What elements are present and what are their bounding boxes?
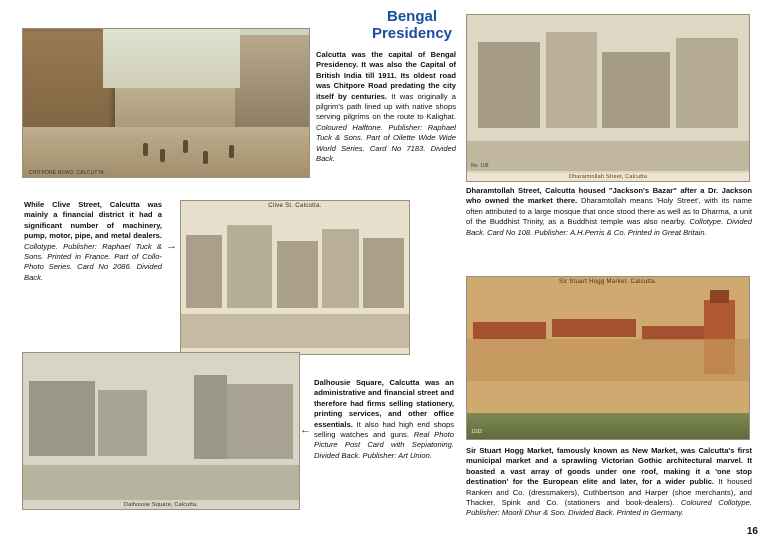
postcard-caption: Sir Stuart Hogg Market. Calcutta. <box>559 279 657 285</box>
postcard-number: 1183 <box>471 429 482 435</box>
postcard-caption: Dalhousie Square, Calcutta. <box>124 502 198 508</box>
text-chitpore-italic: Coloured Halftone. Publisher: Raphael Tuck & Sons. Part of Oilette Wide Wide World Series. Card No 7183. Divided Back. <box>316 122 456 164</box>
text-dharamtollah-plain: Dharamtollah means 'Holy Street', with its name often attributed to a large mosque that once stood there as well as to Dharma, a unit of the Buddhist Trinity, as a Buddhist temple was also nearby. <box>466 196 752 227</box>
text-clive <box>24 200 162 283</box>
text-dharamtollah <box>466 186 752 238</box>
arrow-clive-icon: → <box>166 240 177 252</box>
text-hogg-bold: Sir Stuart Hogg Market, famously known as New Market, was Calcutta's first municipal market and a sprawling Victorian Gothic architectural marvel. It boasted a vast array of goods under one roof, making it a 'one stop destination' for the European elite and later, for a wider public. <box>466 446 752 487</box>
text-dalhousie <box>314 378 454 461</box>
postcard-chitpore-road <box>22 28 310 178</box>
postcard-dalhousie-square <box>22 352 300 510</box>
text-dharamtollah-italic: Collotype. Divided Back. Card No 108. Publisher: A.H.Perris & Co. Printed in Great Britain. <box>466 217 753 237</box>
text-chitpore <box>316 50 456 164</box>
page-title-line1: Bengal <box>386 8 437 25</box>
page-title <box>352 8 472 42</box>
text-chitpore-plain: It was originally a pilgrim's path lined up with native shops serving pilgrims on the route to Kalighat. <box>316 91 456 122</box>
text-dharamtollah-bold: Dharamtollah Street, Calcutta housed "Jackson's Bazar" after a Dr. Jackson who owned the market there. <box>466 186 752 206</box>
postcard-hogg-market <box>466 276 750 440</box>
text-clive-bold: While Clive Street, Calcutta was mainly a financial district it had a significant number of machinery, pump, motor, pipe, and metal dealers. <box>24 200 162 241</box>
text-dalhousie-plain: It also had high end shops selling watches and guns. <box>314 419 454 440</box>
postcard-caption: CHITPORE ROAD, CALCUTTA. <box>29 170 106 176</box>
text-clive-italic: Collotype. Publisher: Raphael Tuck & Sons. Printed in France. Part of Collo-Photo Series. Card No 2086. Divided Back. <box>24 241 162 282</box>
text-hogg-italic: Coloured Collotype. Publisher: Moorli Dhur & Son. Divided Back. Printed in Germany. <box>466 498 752 518</box>
postcard-clive-street <box>180 200 410 355</box>
text-chitpore-bold: Calcutta was the capital of Bengal Presidency. It was also the Capital of British India till 1911. Its oldest road was Chitpore Road predating the city itself by centuries. <box>316 50 456 101</box>
postcard-number: No. 108 <box>471 163 489 169</box>
postcard-dharamtollah-street <box>466 14 750 182</box>
arrow-dalhousie-icon: ← <box>300 424 311 436</box>
postcard-caption: Dharamtollah Street, Calcutta <box>467 173 749 181</box>
text-dalhousie-italic: Real Photo Picture Post Card with Sepiatoning. Divided Back. Publisher: Art Union. <box>314 430 454 460</box>
postcard-caption: Clive St. Calcutta. <box>268 203 322 209</box>
page-title-line2: Presidency <box>371 25 453 42</box>
text-hogg-market <box>466 446 752 519</box>
text-hogg-plain: It housed Ranken and Co. (dressmakers), Cuthbertson and Harper (shoe merchants), and Thacker, Spink and Co. (stationers and book-dealers). <box>466 477 753 508</box>
text-dalhousie-bold: Dalhousie Square, Calcutta was an administrative and financial street and therefore had firms selling stationery, printing services, and other office essentials. <box>314 378 454 429</box>
page-number: 16 <box>746 526 758 537</box>
